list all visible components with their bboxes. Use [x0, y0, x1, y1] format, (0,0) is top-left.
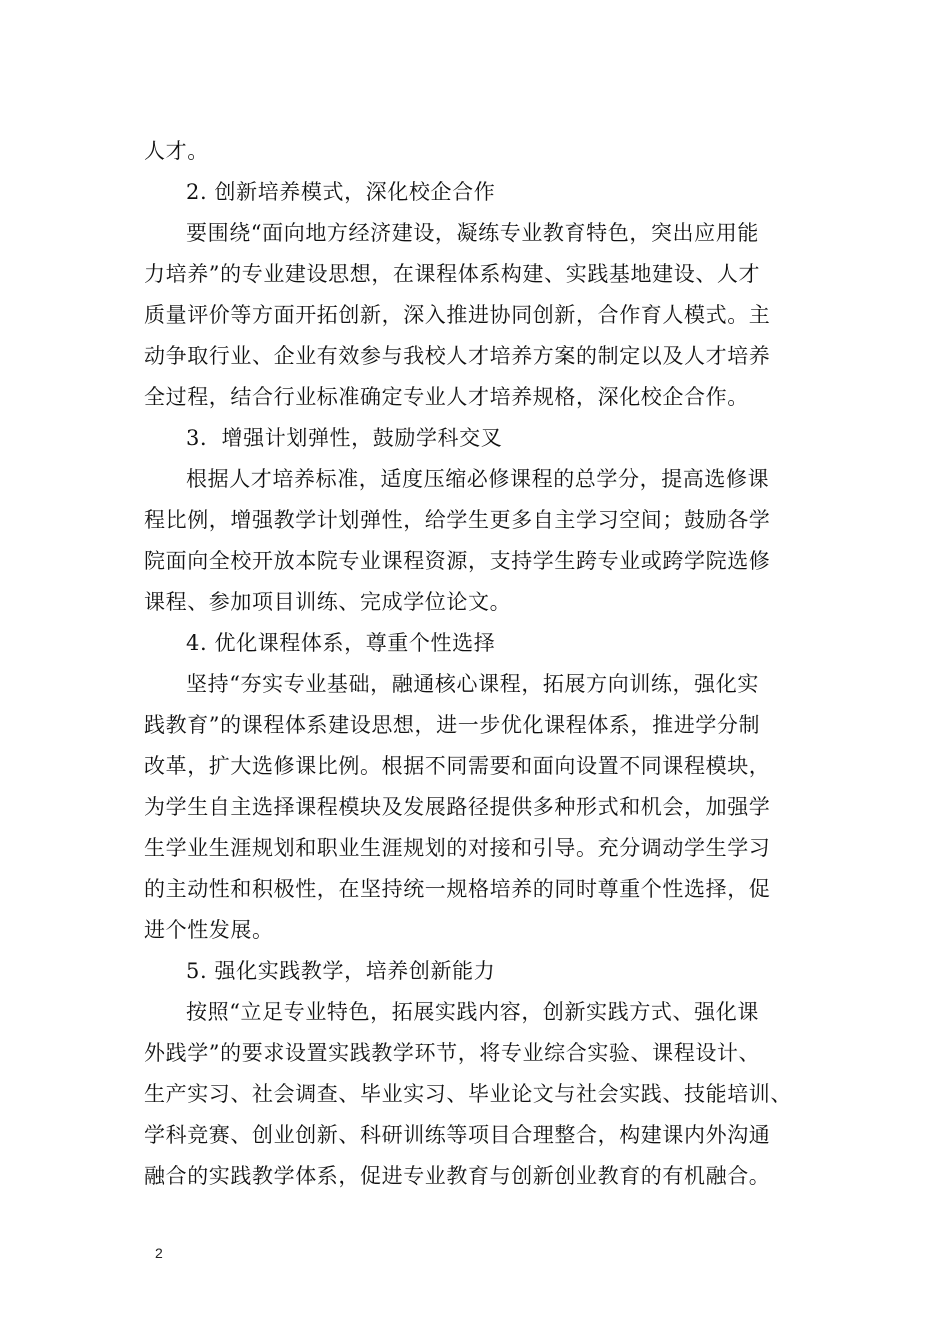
text-line: 按照“立足专业特色，拓展实践内容，创新实践方式、强化课 [186, 1000, 759, 1024]
text-line: 进个性发展。 [144, 918, 274, 942]
page-number: 2 [155, 1245, 163, 1261]
text-line: 力培养”的专业建设思想，在课程体系构建、实践基地建设、人才 [144, 262, 761, 286]
text-line: 融合的实践教学体系，促进专业教育与创新创业教育的有机融合。 [144, 1164, 771, 1188]
text-line: 质量评价等方面开拓创新，深入推进协同创新，合作育人模式。主 [144, 303, 771, 327]
text-line: 生学业生涯规划和职业生涯规划的对接和引导。充分调动学生学习 [144, 836, 771, 860]
text-line: 外践学”的要求设置实践教学环节，将专业综合实验、课程设计、 [144, 1041, 761, 1065]
text-line: 程比例，增强教学计划弹性，给学生更多自主学习空间；鼓励各学 [144, 508, 771, 532]
section-heading: 4. 优化课程体系，尊重个性选择 [186, 631, 496, 655]
section-heading: 3．增强计划弹性，鼓励学科交叉 [186, 426, 503, 450]
text-line: 要围绕“面向地方经济建设，凝练专业教育特色，突出应用能 [186, 221, 759, 245]
text-line: 生产实习、社会调查、毕业实习、毕业论文与社会实践、技能培训、 [144, 1082, 792, 1106]
text-line: 院面向全校开放本院专业课程资源，支持学生跨专业或跨学院选修 [144, 549, 771, 573]
text-line: 坚持“夯实专业基础，融通核心课程，拓展方向训练，强化实 [186, 672, 759, 696]
text-line: 根据人才培养标准，适度压缩必修课程的总学分，提高选修课 [186, 467, 770, 491]
section-heading: 5. 强化实践教学，培养创新能力 [186, 959, 496, 983]
section-heading: 2. 创新培养模式，深化校企合作 [186, 180, 496, 204]
text-line: 改革，扩大选修课比例。根据不同需要和面向设置不同课程模块， [144, 754, 771, 778]
text-line: 践教育”的课程体系建设思想，进一步优化课程体系，推进学分制 [144, 713, 761, 737]
text-line: 人才。 [144, 139, 209, 163]
text-line: 全过程，结合行业标准确定专业人才培养规格，深化校企合作。 [144, 385, 749, 409]
text-line: 学科竞赛、创业创新、科研训练等项目合理整合，构建课内外沟通 [144, 1123, 771, 1147]
text-line: 课程、参加项目训练、完成学位论文。 [144, 590, 512, 614]
text-line: 的主动性和积极性，在坚持统一规格培养的同时尊重个性选择，促 [144, 877, 771, 901]
text-line: 为学生自主选择课程模块及发展路径提供多种形式和机会，加强学 [144, 795, 771, 819]
text-line: 动争取行业、企业有效参与我校人才培养方案的制定以及人才培养 [144, 344, 771, 368]
